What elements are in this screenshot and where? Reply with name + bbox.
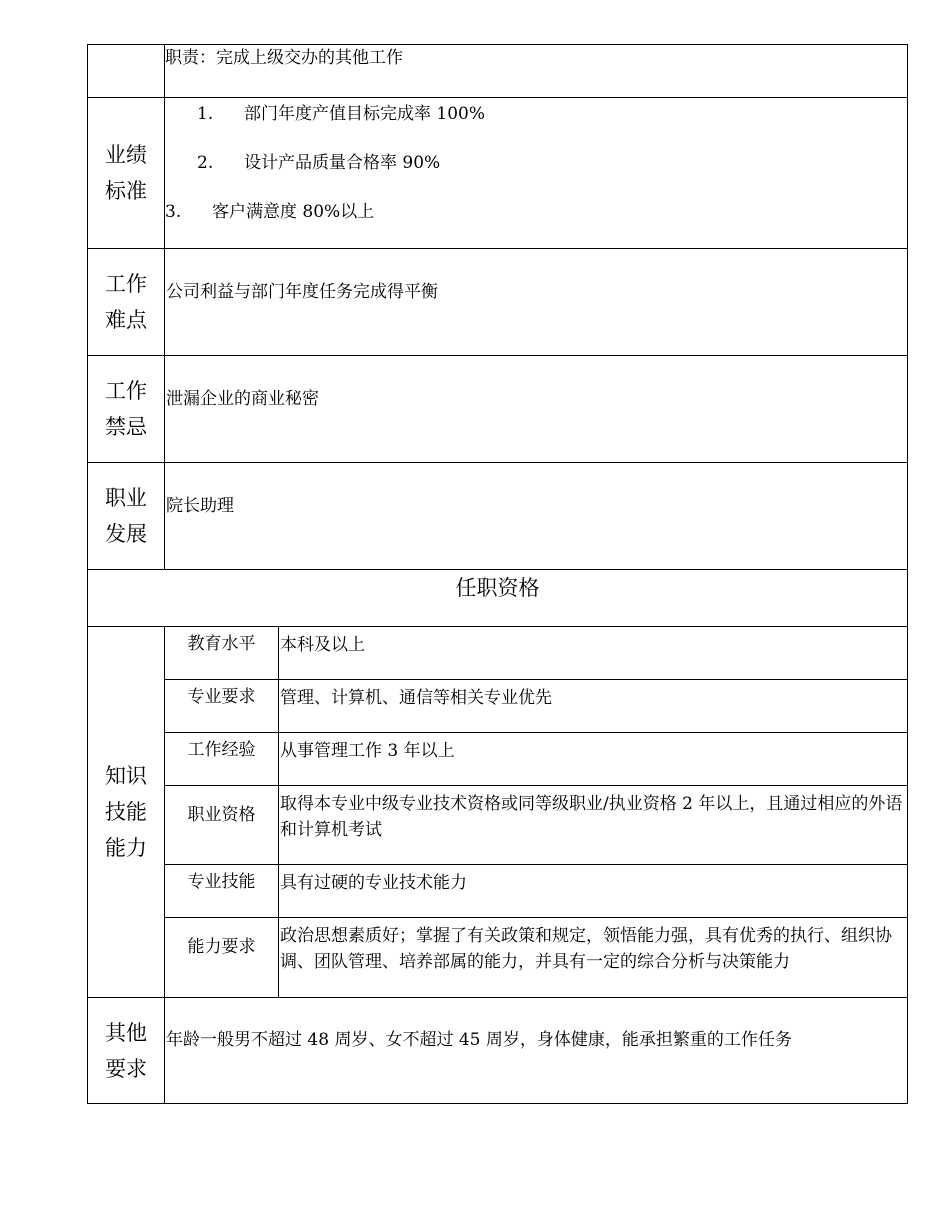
qualification-row-value-cell <box>279 627 908 680</box>
qualification-group-label-cell <box>88 627 165 998</box>
career-row <box>88 463 908 570</box>
performance-item-number: 2. <box>197 153 214 173</box>
qualification-row-label: 教育水平 <box>187 634 256 654</box>
performance-item-number: 3. <box>165 202 182 222</box>
performance-label: 业绩标准 <box>105 143 147 203</box>
performance-item <box>165 101 907 150</box>
performance-item-text: 设计产品质量合格率 90% <box>244 153 441 173</box>
qualification-row <box>88 786 908 865</box>
performance-item <box>165 199 907 248</box>
career-label-cell <box>88 463 165 570</box>
difficulty-text: 公司利益与部门年度任务完成得平衡 <box>166 282 438 302</box>
qualification-title-cell <box>88 570 908 627</box>
duty-label-cell <box>88 45 165 98</box>
taboo-content-cell <box>165 356 908 463</box>
career-text: 院长助理 <box>166 496 234 516</box>
qualification-row-value-cell <box>279 680 908 733</box>
other-label: 其他要求 <box>105 1020 147 1081</box>
difficulty-label: 工作难点 <box>105 272 147 332</box>
other-text: 年龄一般男不超过 48 周岁、女不超过 45 周岁，身体健康，能承担繁重的工作任务 <box>166 1029 792 1050</box>
qualification-row-label: 工作经验 <box>187 740 256 760</box>
qualification-row-label-cell <box>165 627 279 680</box>
qualification-row-label-cell <box>165 786 279 865</box>
performance-item-number: 1. <box>197 104 214 124</box>
performance-item-text: 客户满意度 80%以上 <box>212 202 375 222</box>
qualification-row-value-cell <box>279 865 908 918</box>
qualification-row-value-cell <box>279 733 908 786</box>
difficulty-content-cell <box>165 249 908 356</box>
qualification-row-label-cell <box>165 680 279 733</box>
taboo-row <box>88 356 908 463</box>
qualification-row-label-cell <box>165 865 279 918</box>
other-row <box>88 998 908 1104</box>
qualification-row-value: 本科及以上 <box>280 635 365 655</box>
job-description-table <box>87 44 908 1104</box>
other-label-cell <box>88 998 165 1104</box>
qualification-row-label-cell <box>165 918 279 998</box>
difficulty-label-cell <box>88 249 165 356</box>
performance-content-cell <box>165 98 908 249</box>
qualification-row-value: 具有过硬的专业技术能力 <box>280 873 467 893</box>
qualification-row-label: 能力要求 <box>187 937 256 957</box>
performance-label-cell <box>88 98 165 249</box>
qualification-row-value: 政治思想素质好；掌握了有关政策和规定，领悟能力强，具有优秀的执行、组织协调、团队管理、培养部属的能力，并具有一定的综合分析与决策能力 <box>280 926 892 972</box>
performance-item <box>165 150 907 199</box>
qualification-row <box>88 733 908 786</box>
qualification-row-value-cell <box>279 786 908 865</box>
qualification-row-value: 管理、计算机、通信等相关专业优先 <box>280 688 552 708</box>
duty-row <box>88 45 908 98</box>
qualification-row-value-cell <box>279 918 908 998</box>
qualification-row <box>88 680 908 733</box>
qualification-row <box>88 918 908 998</box>
qualification-row <box>88 865 908 918</box>
qualification-row-label: 专业要求 <box>187 687 256 707</box>
difficulty-row <box>88 249 908 356</box>
qualification-row-label-cell <box>165 733 279 786</box>
qualification-row-value: 从事管理工作 3 年以上 <box>280 741 455 761</box>
performance-item-text: 部门年度产值目标完成率 100% <box>244 104 486 124</box>
career-content-cell <box>165 463 908 570</box>
taboo-label: 工作禁忌 <box>105 379 147 439</box>
qualification-row <box>88 627 908 680</box>
performance-row <box>88 98 908 249</box>
qualification-group-label: 知识技能能力 <box>105 764 147 860</box>
career-label: 职业发展 <box>105 486 147 546</box>
qualification-row-value: 取得本专业中级专业技术资格或同等级职业/执业资格 2 年以上，且通过相应的外语和计算机考试 <box>280 794 903 840</box>
qualification-title-row <box>88 570 908 627</box>
duty-content-cell <box>165 45 908 98</box>
duty-text: 职责：完成上级交办的其他工作 <box>165 48 403 68</box>
qualification-row-label: 职业资格 <box>187 805 256 825</box>
qualification-row-label: 专业技能 <box>187 872 256 892</box>
qualification-title: 任职资格 <box>455 576 540 600</box>
taboo-text: 泄漏企业的商业秘密 <box>166 389 319 409</box>
other-content-cell <box>165 998 908 1104</box>
taboo-label-cell <box>88 356 165 463</box>
